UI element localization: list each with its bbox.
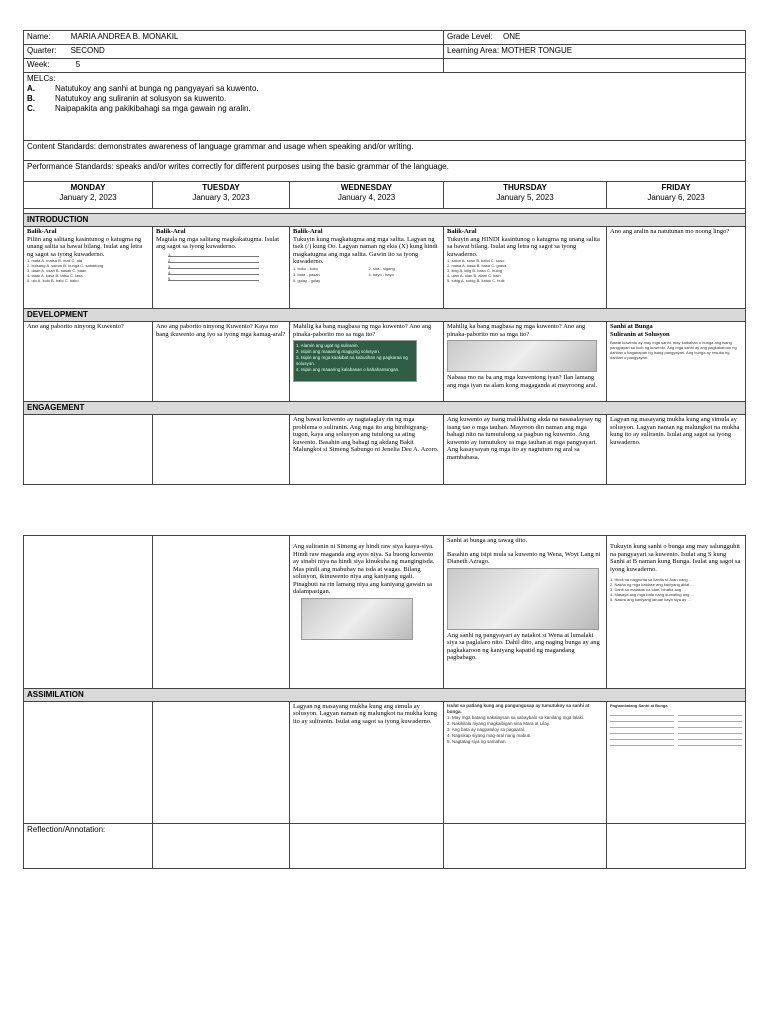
list-item: 2. Nakikilala niyang magkaibigan sina Mara at Lilay.: [447, 720, 550, 726]
intro-tuesday: [153, 227, 290, 309]
melc-letter: C.: [27, 104, 35, 113]
cont-thursday: [444, 536, 607, 689]
cell-text: Ang sanhi ng pangyayari ay natakot si Wena at lumalaki siya sa paglalaro nito. Dahil dito, ang naging bunga ay ang pagkakaroon ng kaniyang kapatid ng magandang pagbabago.: [447, 631, 600, 661]
day-date: January 6, 2023: [647, 193, 705, 202]
lesson-plan-table-page-2: [23, 535, 746, 869]
section-development: DEVELOPMENT: [24, 309, 746, 322]
eng-tuesday: [153, 415, 290, 485]
cell-title: Balik-Aral: [447, 228, 477, 235]
list-item: 5. gulay - gulay: [293, 277, 321, 283]
list-item: 3. bata - pasan: [293, 271, 320, 277]
assim-tuesday: [153, 701, 290, 823]
name-label: Name:: [27, 32, 51, 41]
cont-wednesday: [290, 536, 444, 689]
day-header-wednesday: [290, 182, 444, 209]
day-name: WEDNESDAY: [340, 183, 393, 192]
grade-label: Grade Level:: [447, 32, 493, 41]
step-text: 2. Isipin ang maaaring magiging solusyon.: [296, 349, 381, 354]
day-name: TUESDAY: [202, 183, 240, 192]
melc-letter: A.: [27, 84, 35, 93]
quarter-value: SECOND: [70, 46, 105, 55]
cell-text: Nabasa mo na ba ang mga kuwentong iyan? Ilan lamang ang mga iyan na alam kong magaganda at mayroong aral.: [447, 374, 598, 389]
dev-monday: Ano ang paborito ninyong Kuwento?: [24, 322, 153, 402]
list-item: 5. Nasira ang kaniyang laruan kaya siya ay ...: [610, 597, 691, 602]
intro-friday: [607, 227, 746, 309]
melcs-label: MELCs:: [27, 74, 56, 83]
week-value: 5: [75, 60, 81, 69]
answer-line: 5.: [168, 276, 259, 281]
list-item: 4. bayo - bayo: [368, 271, 394, 277]
cont-tuesday: [153, 536, 290, 689]
melc-text: Naipapakita ang pakikibahagi sa mga gawain ng aralin.: [55, 104, 251, 113]
intro-thursday: [444, 227, 607, 309]
melc-text: Natutukoy ang sanhi at bunga ng pangyayari sa kuwento.: [55, 84, 259, 93]
list-item: 1. Hindi na nagpunta sa kanila si Joan nang ...: [610, 577, 693, 582]
day-name: THURSDAY: [503, 183, 547, 192]
cell-text: Tukuyin kung sanhi o bunga ang may salungguhit na pangyayari sa kuwento. Isulat ang S kung Sanhi at B naman kung Bunga. Isulat ang sagot sa iyong kuwaderno.: [610, 543, 741, 573]
cell-text: Mahilig ka bang magbasa ng mga kuwento? Ano ang pinaka-paborito mo sa mga ito?: [293, 323, 432, 338]
learning-area-cell: [444, 45, 746, 59]
list-item: 3. daan A. usan B. sasak C. baan: [27, 268, 87, 273]
assim-friday: [607, 701, 746, 823]
item-list: [293, 266, 440, 283]
day-date: January 2, 2023: [59, 193, 117, 202]
eng-monday: [24, 415, 153, 485]
cell-text: Basahin ang isipi mula sa kuwento ng Wena, Woyt Lang ni Dianeth Azrago.: [447, 550, 601, 565]
list-item: 5. Nagtatag siya ng samahan.: [447, 738, 507, 744]
list-item: 4. ulan A. ulan B. alam C. kain: [447, 273, 501, 278]
eng-thursday: Ang kuwento ay isang malikhaing akda na nasasalaysay ng isang tao o mga tauhan. Mayroon din naman ang mga bahagi nito na tumutulong sa pagbuo ng kuwento. Ang kuwento ay tumutukoy sa mga tauhan at mga pangyayari. Ang kasaysayan ng mga ito ay nagtuturo ng aral sa mambabasa.: [444, 415, 607, 485]
reflection-tuesday: [153, 824, 290, 869]
assim-thursday: [444, 701, 607, 823]
performance-standards: Performance Standards: speaks and/or writes correctly for different purposes using the basic grammar of the language.: [24, 161, 746, 182]
empty-cell: [444, 59, 746, 73]
cell-title: Suliranin at Solusyon: [610, 330, 670, 338]
reflection-wednesday: [290, 824, 444, 869]
step-text: 3. Isipin ang mga kaakibat na kabutihan ng pagkaraa ng solusyon.: [296, 355, 408, 366]
list-item: 4. tatak A. kasa B. tatsu C. lasa: [27, 273, 83, 278]
worksheet-title: Isulat sa patlang kung ang pangungusap ay tumutukoy sa sanhi at bunga.: [447, 702, 590, 714]
melc-letter: B.: [27, 94, 35, 103]
quarter-cell: [24, 45, 444, 59]
intro-wednesday: [290, 227, 444, 309]
day-header-friday: [607, 182, 746, 209]
week-label: Week:: [27, 60, 50, 69]
answer-line: 3.: [168, 264, 259, 269]
list-item: 2. Nakita ng mga kaklase ang kaniyang aklat ...: [610, 582, 694, 587]
list-item: 1. mata A. matsa B. mali C. ata: [27, 258, 83, 263]
problem-solving-steps-image: [293, 340, 417, 382]
dev-wednesday: [290, 322, 444, 402]
day-name: MONDAY: [70, 183, 106, 192]
cell-text: Sanhi at bunga ang tawag dito.: [447, 537, 528, 544]
answer-line: 4.: [168, 270, 259, 275]
assim-monday: [24, 701, 153, 823]
story-page-image: [301, 598, 413, 640]
melc-item: [27, 94, 742, 104]
quarter-label: Quarter:: [27, 46, 57, 55]
day-name: FRIDAY: [661, 183, 691, 192]
list-item: 4. Nagsikap siyang mag-aral nang mabuti.: [447, 732, 532, 738]
grade-value: ONE: [503, 32, 521, 41]
matching-worksheet: [610, 711, 742, 746]
cell-text: Lagyan ng masayang mukha kung ang simula ay solusyon. Lagyan naman ng malungkot na mukha kung ito ay suliranin. Isulat ang sagot sa iyong kuwaderno.: [293, 702, 438, 725]
cell-text: Mahilig ka bang magbasa ng mga kuwento? Ano ang pinaka-paborito mo sa mga ito?: [447, 323, 586, 338]
reflection-thursday: [444, 824, 607, 869]
story-books-image: [447, 340, 597, 372]
content-standards: Content Standards: demonstrates awareness of language grammar and usage when speaking and/or writing.: [24, 140, 746, 161]
day-header-monday: [24, 182, 153, 209]
cell-text: Piliin ang salitang kasintunog o katugma ng unang salita sa bawat bilang. Isulat ang letra ng sagot sa iyong kuwaderno.: [27, 235, 143, 258]
melc-text: Natutukoy ang suliranin at solusyon sa kuwento.: [55, 94, 227, 103]
answer-line: 1.: [168, 252, 259, 257]
list-item: 1. saion A. suso B. katol C. suso: [447, 258, 505, 263]
assim-wednesday: [290, 701, 444, 823]
list-item: 1. May mga batang nakalaysan sa sabaybalo sa kanilang mga lalaki.: [447, 714, 585, 720]
lesson-plan-table-page-1: [23, 30, 746, 485]
day-header-thursday: [444, 182, 607, 209]
story-excerpt-image: [447, 568, 599, 630]
cell-title: Balik-Aral: [293, 228, 323, 235]
list-item: 4. Masaya ang mga bata nang dumating ang ...: [610, 592, 694, 597]
list-item: 3. libig A. kilig B. baso C. hulog: [447, 268, 502, 273]
learning-area-label: Learning Area:: [447, 46, 500, 55]
list-item: 3. Ang bata ay nagpatuloy sa pagaaral.: [447, 726, 526, 732]
day-date: January 4, 2023: [337, 193, 396, 202]
learning-area-value: MOTHER TONGUE: [501, 46, 573, 55]
eng-wednesday: Ang bawat kuwento ay nagtataglay rin ng mga problema o suliranin. Ang mga ito ang binibigyang-tugon, kaya ang solusyon ang tutulong sa ating kuwento. Basahin ang bahagi ng akdang Bakit Malungkot si Simeng Sabungo ni Jenelia Dee A. Azoro.: [290, 415, 444, 485]
list-item: 2. sira - sigang: [368, 265, 395, 271]
cell-title: Sanhi at Bunga: [610, 323, 653, 330]
intro-monday: [24, 227, 153, 309]
item-list: [447, 258, 603, 283]
dev-tuesday: Ano ang paborito ninyong Kuwento? Kaya mo bang ikuwento ang iyo sa iyong mga kamag-aral?: [153, 322, 290, 402]
week-cell: [24, 59, 444, 73]
day-date: January 5, 2023: [496, 193, 554, 202]
list-item: 3. Dahil sa malakas na ulan, binaha ang ...: [610, 587, 686, 592]
list-item: 5. tubig A. subig B. katok C. hulk: [447, 278, 505, 283]
melcs-cell: [24, 73, 746, 141]
day-date: January 3, 2023: [192, 193, 250, 202]
dev-friday: [607, 322, 746, 402]
item-list: [610, 577, 742, 602]
cont-monday: [24, 536, 153, 689]
dev-thursday: [444, 322, 607, 402]
melc-item: [27, 104, 742, 114]
list-item: 5. ulo A. kulo B. bato C. bako: [27, 278, 79, 283]
cell-text: Ang suliranin ni Simeng ay hindi raw siya kasya-siya. Hindi raw maganda ang ayos niya. Sa buong kuwento ay sinabi niya na hindi siya kinukuha ng mangingisda. Mas pinili ang mabuhay na isda at wagas. Bilang solusyon, ikinuwento niya ang kaniyang ugali. Pinagbuti na rin lamang niya ang kaniyang gawain sa dalampasigan.: [293, 543, 435, 595]
cell-text: Magtala ng mga salitang magkakatugma. Isulat ang sagot sa iyong kuwaderno.: [156, 235, 280, 250]
answer-lines: [156, 252, 286, 281]
melc-item: [27, 84, 742, 94]
cont-friday: [607, 536, 746, 689]
list-item: 1. buko - kuko: [293, 265, 319, 271]
day-header-tuesday: [153, 182, 290, 209]
eng-friday: Lagyan ng masayang mukha kung ang simula ay solusyon. Lagyan naman ng malungkot na mukha kung ito ay suliranin. Isulat ang sagot sa iyong kuwaderno.: [607, 415, 746, 485]
list-item: 2. masa A. kasa B. basa C. grasa: [447, 263, 507, 268]
worksheet-title: Pagtambalang Sanhi at Bunga: [610, 702, 668, 708]
section-assimilation: ASSIMILATION: [24, 688, 746, 701]
reflection-label: Reflection/Annotation:: [24, 824, 153, 869]
cell-text: Ano ang aralin na natutunan mo noong lingo?: [610, 228, 730, 235]
name-value: MARIA ANDREA B. MONAKIL: [70, 32, 179, 41]
grade-cell: [444, 31, 746, 45]
list-item: 2. bulsang A. sabon B. bunga C. sabadong: [27, 263, 104, 268]
item-list: [27, 258, 149, 283]
step-text: 4. Isipin ang maaaring kalabasan o kahahantungan.: [296, 367, 400, 372]
section-engagement: ENGAGEMENT: [24, 402, 746, 415]
cell-text: Tukuyin ang HINDI kasintunog o katugma ng unang salita sa bawat bilang. Isulat ang letra ng sagot sa iyong kuwaderno.: [447, 235, 600, 258]
answer-line: 2.: [168, 258, 259, 263]
cell-title: Balik-Aral: [27, 228, 57, 235]
cell-text: Bawat kuwento ay may mga sanhi, may kaibahan o bunga ang isang pangyayari sa loob ng kuwento. Ang mga sanhi ay ang pagkakaroon ng dahilan o kaganapan ng isang pangyayari. Ang bunga ay resulta ng dahilan o pangyayari.: [610, 340, 737, 360]
section-introduction: INTRODUCTION: [24, 214, 746, 227]
name-cell: [24, 31, 444, 45]
cell-title: Balik-Aral: [156, 228, 186, 235]
cell-text: Tukuyin kung magkatugma ang mga salita. Lagyan ng tsek (/) kung Oo. Lagyan naman ng ekis (X) kung hindi magkatugma ang mga salita. Gawin ito sa iyong kuwaderno.: [293, 235, 438, 265]
step-text: 1. Alamin ang ugat ng suliranin.: [296, 343, 359, 348]
reflection-friday: [607, 824, 746, 869]
